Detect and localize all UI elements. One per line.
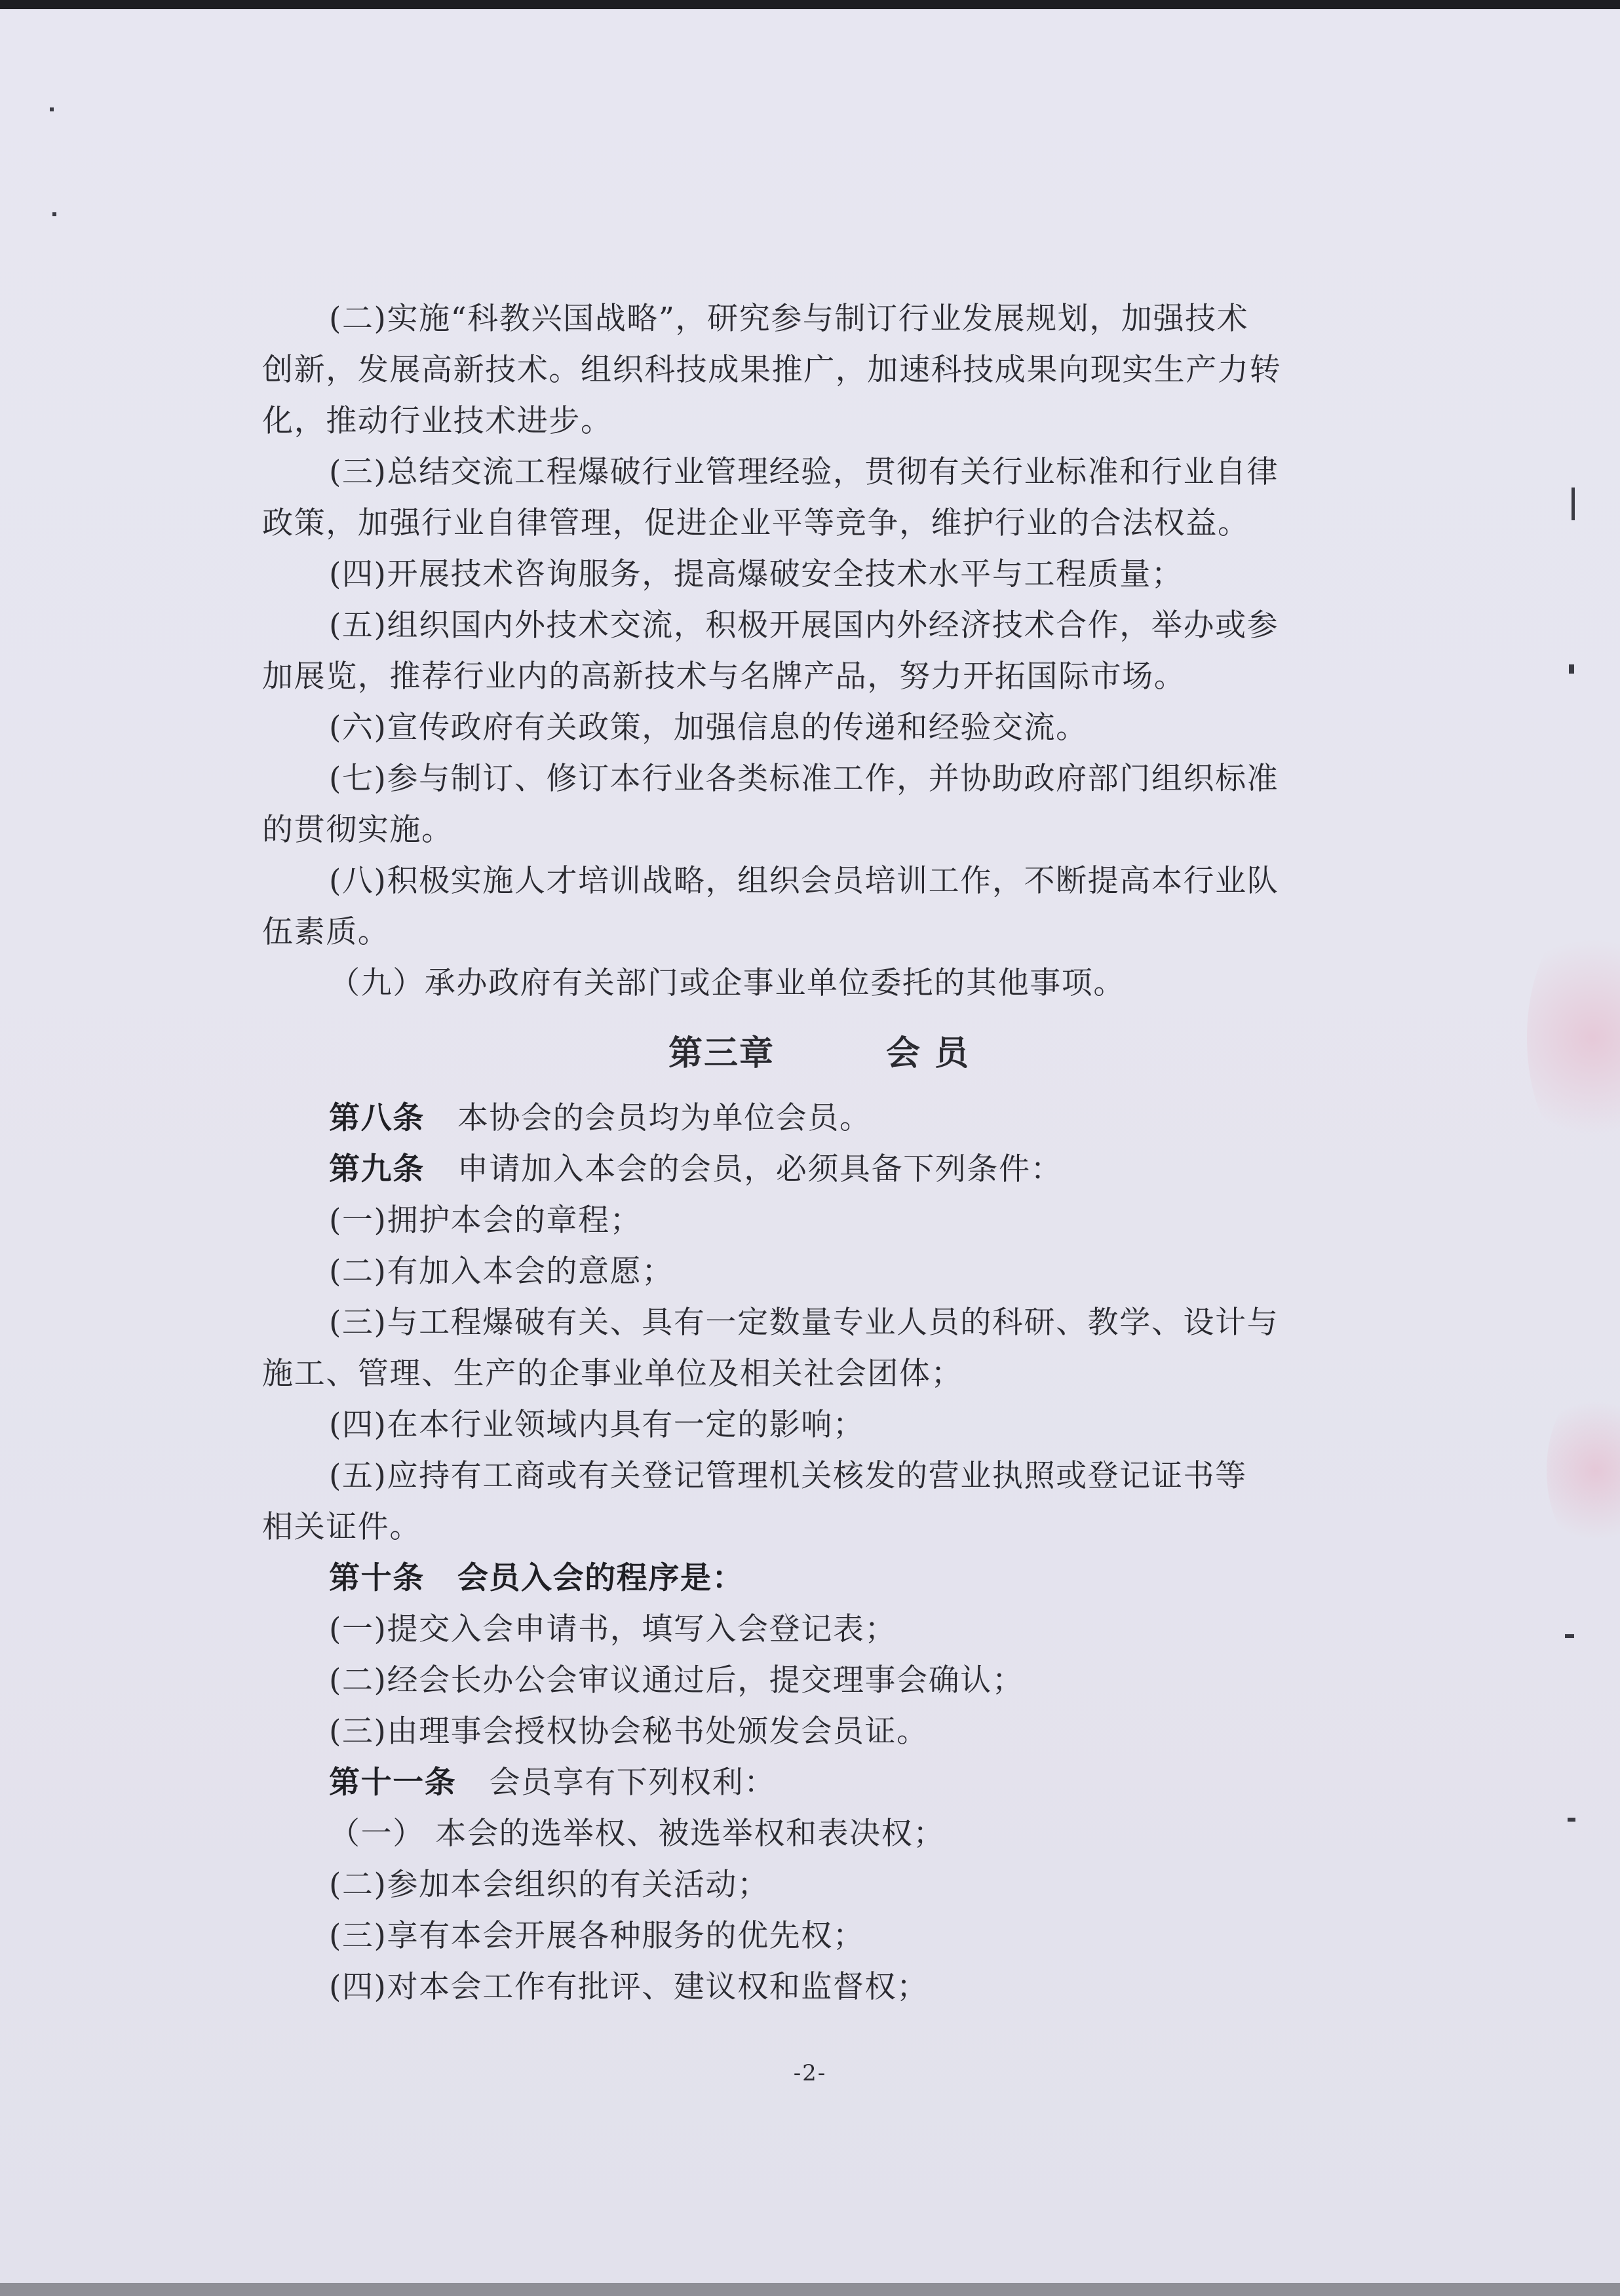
document-page [0, 9, 1620, 2283]
article-line: 相关证件。 [262, 1509, 421, 1545]
paragraph-line: 伍素质。 [262, 914, 390, 950]
scan-edge-bottom [0, 2283, 1620, 2296]
article-line: 施工、管理、生产的企事业单位及相关社会团体； [262, 1356, 963, 1392]
paragraph-line: （九）承办政府有关部门或企事业单位委托的其他事项。 [329, 965, 1125, 1001]
paragraph-line: (三)总结交流工程爆破行业管理经验，贯彻有关行业标准和行业自律 [329, 454, 1279, 490]
article-label: 第九条 [329, 1151, 425, 1187]
scan-mark [1565, 1634, 1574, 1638]
document-body [262, 303, 1376, 2022]
article-line: (三)由理事会授权协会秘书处颁发会员证。 [329, 1713, 929, 1750]
scan-mark [1568, 1818, 1575, 1822]
stamp-smudge [1547, 1385, 1620, 1556]
page-number: -2- [793, 2060, 827, 2086]
paragraph-line: (八)积极实施人才培训战略，组织会员培训工作，不断提高本行业队 [329, 863, 1279, 899]
chapter-title: 会 员 [885, 1033, 971, 1073]
article-line [262, 1153, 1376, 1186]
scan-mark [1572, 488, 1575, 520]
article-heading [262, 1562, 1376, 1595]
paragraph-line: 化，推动行业技术进步。 [262, 403, 613, 439]
article-line: (四)在本行业领域内具有一定的影响； [329, 1407, 865, 1443]
article-line [262, 1767, 1376, 1799]
article-line: (一)提交入会申请书，填写入会登记表； [329, 1611, 897, 1647]
paragraph-line: (二)实施“科教兴国战略”，研究参与制订行业发展规划，加强技术 [329, 301, 1249, 337]
article-label: 第十一条 [329, 1765, 457, 1801]
paragraph-line: (四)开展技术咨询服务，提高爆破安全技术水平与工程质量； [329, 556, 1184, 592]
article-heading-text: 会员入会的程序是： [457, 1560, 744, 1596]
article-line: (一)拥护本会的章程； [329, 1202, 642, 1238]
article-line: (五)应持有工商或有关登记管理机关核发的营业执照或登记证书等 [329, 1458, 1247, 1494]
article-label: 第十条 [329, 1560, 425, 1596]
article-line: (二)参加本会组织的有关活动； [329, 1867, 769, 1903]
paragraph-line: (七)参与制订、修订本行业各类标准工作，并协助政府部门组织标准 [329, 761, 1279, 797]
article-line: (二)经会长办公会审议通过后，提交理事会确认； [329, 1662, 1024, 1698]
paragraph-line: (五)组织国内外技术交流，积极开展国内外经济技术合作，举办或参 [329, 607, 1279, 643]
article-text: 会员享有下列权利： [489, 1765, 776, 1801]
scan-mark [52, 212, 56, 216]
stamp-smudge [1527, 913, 1620, 1162]
paragraph-line: 创新，发展高新技术。组织科技成果推广，加速科技成果向现实生产力转 [262, 352, 1282, 388]
membership-articles [262, 1102, 1376, 2004]
article-label: 第八条 [329, 1100, 425, 1136]
scan-mark [50, 107, 54, 111]
article-line: （一） 本会的选举权、被选举权和表决权； [329, 1816, 945, 1852]
chapter-heading [262, 1034, 1376, 1073]
article-text: 本协会的会员均为单位会员。 [457, 1100, 872, 1136]
chapter-number: 第三章 [668, 1033, 775, 1073]
scan-mark [1569, 664, 1574, 674]
paragraph-line: (六)宣传政府有关政策，加强信息的传递和经验交流。 [329, 710, 1088, 746]
scan-edge-top [0, 0, 1620, 9]
paragraph-line: 的贯彻实施。 [262, 812, 453, 848]
paragraph-line: 加展览，推荐行业内的高新技术与名牌产品，努力开拓国际市场。 [262, 659, 1186, 695]
article-line: (四)对本会工作有批评、建议权和监督权； [329, 1969, 929, 2005]
article-text: 申请加入本会的会员，必须具备下列条件： [457, 1151, 1063, 1187]
paragraph-line: 政策，加强行业自律管理，促进企业平等竞争，维护行业的合法权益。 [262, 505, 1250, 541]
purpose-items [262, 303, 1376, 1000]
article-line [262, 1102, 1376, 1135]
article-line: (三)与工程爆破有关、具有一定数量专业人员的科研、教学、设计与 [329, 1305, 1279, 1341]
article-line: (二)有加入本会的意愿； [329, 1253, 674, 1290]
article-line: (三)享有本会开展各种服务的优先权； [329, 1918, 865, 1954]
